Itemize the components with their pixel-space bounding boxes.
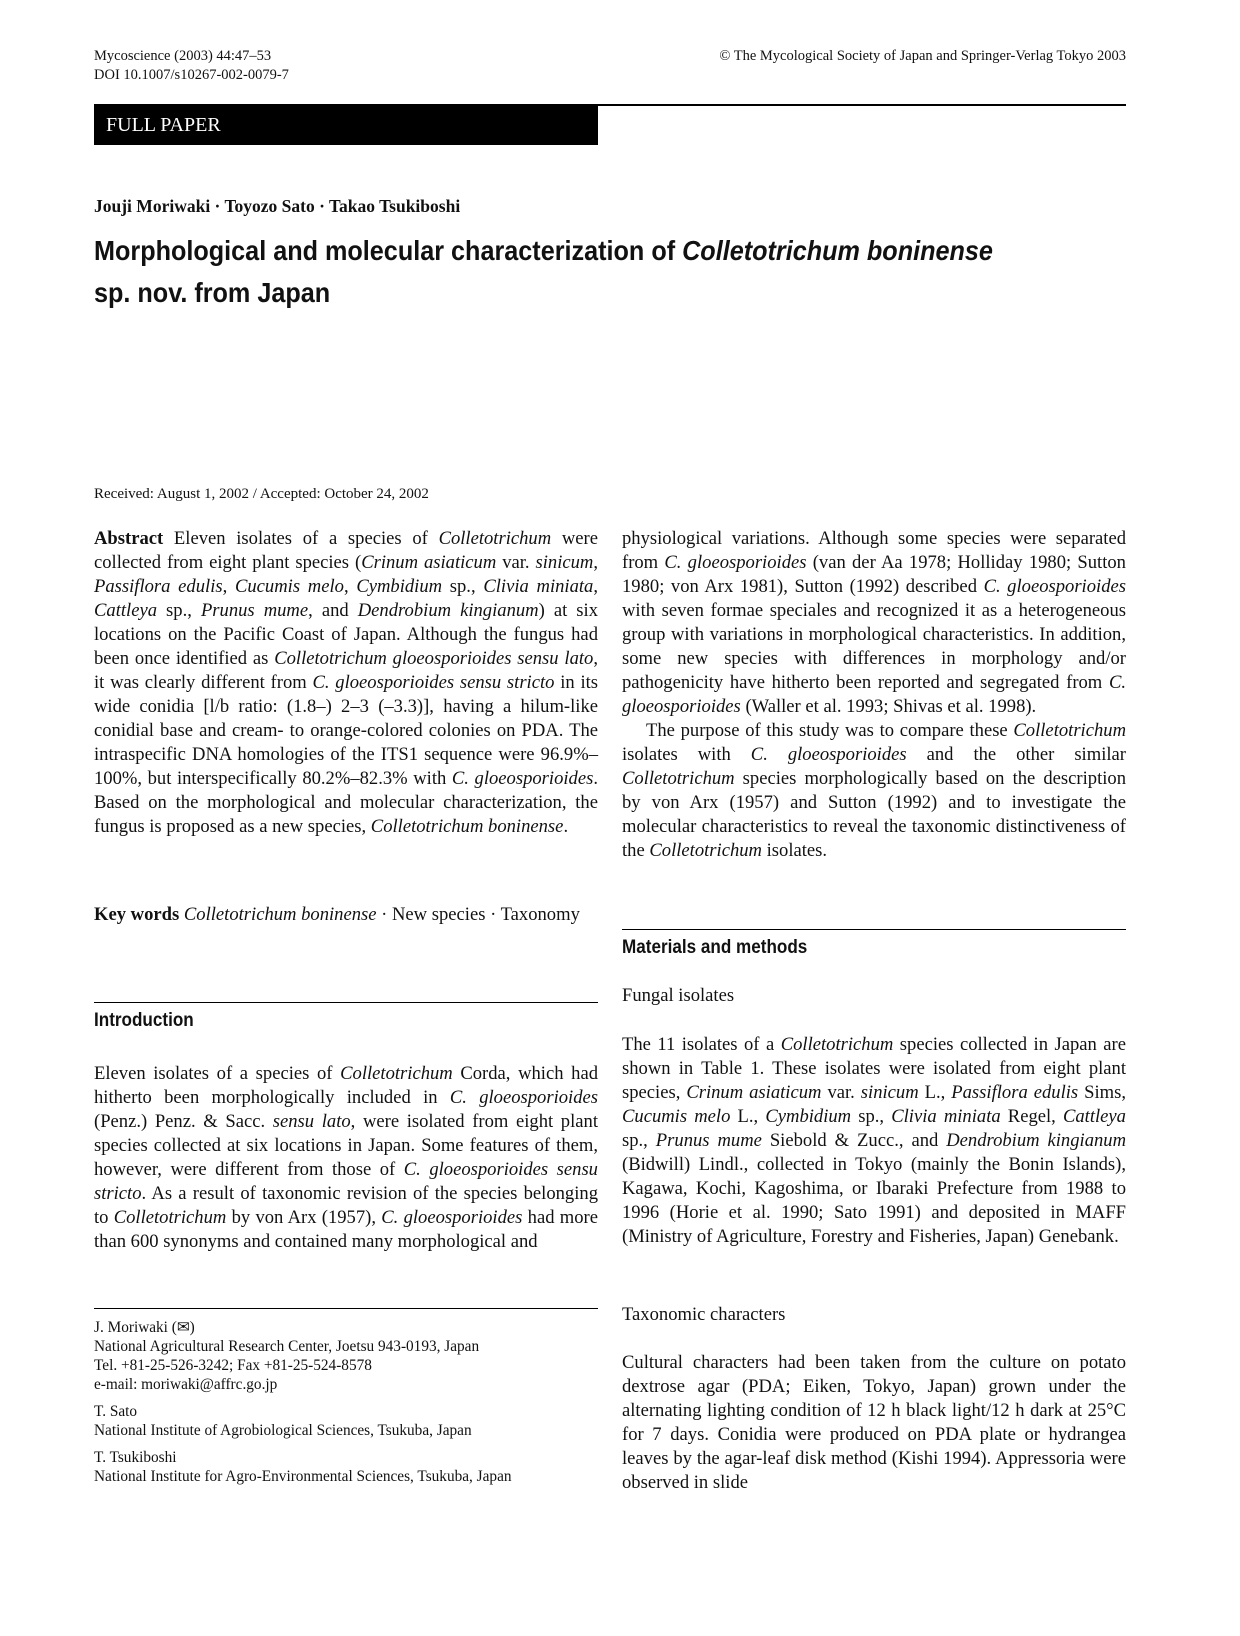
italic-text: C. gloeosporioides sensu stricto	[312, 672, 555, 693]
doi: DOI 10.1007/s10267-002-0079-7	[94, 67, 289, 83]
taxonomic-characters-paragraph	[622, 1351, 1126, 1495]
italic-text: C. gloeosporioides	[381, 1207, 523, 1228]
italic-text: C. gloeosporioides	[622, 672, 1126, 717]
subsection-fungal-isolates: Fungal isolates	[622, 985, 735, 1006]
italic-text: Cattleya	[94, 600, 157, 621]
italic-text: Prunus mume	[200, 600, 309, 621]
italic-text: sinicum	[535, 552, 594, 573]
italic-text: Crinum asiaticum	[361, 552, 497, 573]
title-species: Colletotrichum boninense	[682, 235, 993, 266]
text-run: isolates.	[761, 840, 828, 861]
italic-text: Cymbidium	[765, 1106, 852, 1127]
italic-text: Colletotrichum	[113, 1207, 227, 1228]
title-part-1: Morphological and molecular characterization of	[94, 235, 683, 266]
text-run: Cultural characters had been taken from the culture on potato dextrose agar (PDA; Eiken, Tokyo, Japan) grown under the alternating lighting condition of 12 h black light/12 h dark at 25°C for 7 days. Conidia were produced on PDA plate or hydrangea leaves by the agar-leaf disk method (Kishi 1994). Appressoria were observed in slide	[622, 1352, 1126, 1493]
text-run: , and	[308, 600, 358, 621]
text-run: Regel,	[1000, 1106, 1063, 1127]
italic-text: C. gloeosporioides	[750, 744, 907, 765]
keywords-label: Key words	[94, 904, 180, 925]
text-run: sp.,	[851, 1106, 892, 1127]
article-title	[94, 230, 1030, 314]
text-run: were collected from eight plant species (	[94, 528, 599, 573]
affiliations	[94, 1318, 598, 1486]
journal-citation: Mycoscience (2003) 44:47–53	[94, 48, 272, 64]
abstract-label: Abstract	[94, 528, 164, 549]
text-run: species morphologically based on the description by von Arx (1957) and Sutton (1992) and to investigate the molecular characteristics to reveal the taxonomic distinctiveness of the	[622, 768, 1126, 861]
text-run: Eleven isolates of a species of	[163, 528, 439, 549]
text-run: Corda, which had hitherto been morphologically included in	[94, 1063, 598, 1108]
affiliation-entry	[94, 1402, 598, 1440]
keywords-body	[179, 904, 580, 925]
text-run: species collected in Japan are shown in Table 1. These isolates were isolated from eight plant species,	[622, 1034, 1126, 1103]
text-run: The 11 isolates of a	[622, 1034, 781, 1055]
text-run: (van der Aa 1978; Holliday 1980; Sutton 1980; von Arx 1981), Sutton (1992) described	[622, 552, 1126, 597]
italic-text: sinicum	[860, 1082, 919, 1103]
affiliation-author: T. Tsukiboshi	[94, 1449, 177, 1466]
italic-text: Colletotrichum	[622, 768, 735, 789]
text-run: L.,	[918, 1082, 952, 1103]
italic-text: Prunus mume	[655, 1130, 762, 1151]
affiliation-entry	[94, 1318, 598, 1394]
text-run: L.,	[730, 1106, 766, 1127]
italic-text: Colletotrichum	[649, 840, 762, 861]
text-run: .	[563, 816, 569, 837]
taxonomic-characters-text	[622, 1351, 1126, 1495]
italic-text: Crinum asiaticum	[686, 1082, 822, 1103]
article-type-label: FULL PAPER	[106, 114, 221, 136]
italic-text: Passiflora edulis	[94, 576, 223, 597]
text-run: ,	[222, 576, 235, 597]
materials-methods-heading: Materials and methods	[622, 937, 808, 958]
italic-text: Colletotrichum	[780, 1034, 894, 1055]
italic-text: C. gloeosporioides	[664, 552, 807, 573]
italic-text: Colletotrichum boninense	[370, 816, 564, 837]
text-run: . Based on the morphological and molecular characterization, the fungus is proposed as a new species,	[94, 768, 598, 837]
italic-text: Clivia miniata	[891, 1106, 1001, 1127]
abstract-body	[94, 528, 598, 837]
intro-continued-paragraph-2	[622, 719, 1126, 863]
text-run: (Penz.) Penz. & Sacc.	[94, 1111, 273, 1132]
text-run: var.	[496, 552, 536, 573]
text-run: Sims,	[1078, 1082, 1126, 1103]
italic-text: Colletotrichum boninense	[183, 904, 377, 925]
abstract	[94, 527, 598, 839]
italic-text: C. gloeosporioides	[449, 1087, 598, 1108]
text-run: with seven formae speciales and recognized it as a heterogeneous group with variations in morphological characteristics. In addition, some new species with differences in morphology and/or pathogenicity have hitherto been reported and segregated from	[622, 600, 1126, 693]
text-run: (Bidwill) Lindl., collected in Tokyo (mainly the Bonin Islands), Kagawa, Kochi, Kagoshima, or Ibaraki Prefecture from 1988 to 1996 (Horie et al. 1990; Sato 1991) and deposited in MAFF (Ministry of Agriculture, Forestry and Fisheries, Japan) Genebank.	[622, 1154, 1126, 1247]
italic-text: Cucumis melo	[622, 1106, 731, 1127]
italic-text: C. gloeosporioides	[451, 768, 594, 789]
text-run: in its wide conidia [l/b ratio: (1.8–) 2–3 (–3.3)], having a hilum-like conidial base and cream- to orange-colored colonies on PDA. The intraspecific DNA homologies of the ITS1 sequence were 96.9%–100%, but interspecifically 80.2%–82.3% with	[94, 672, 599, 789]
text-run: Eleven isolates of a species of	[94, 1063, 341, 1084]
text-run: sp.,	[442, 576, 484, 597]
article-type-band	[94, 104, 598, 145]
affiliation-line: National Institute of Agrobiological Sciences, Tsukuba, Japan	[94, 1422, 472, 1439]
header-rule	[598, 104, 1126, 106]
italic-text: Passiflora edulis	[951, 1082, 1079, 1103]
affiliation-entry	[94, 1448, 598, 1486]
text-run: physiological variations. Although some species were separated from	[622, 528, 1126, 573]
introduction-continued	[622, 527, 1126, 863]
italic-text: Clivia miniata	[483, 576, 594, 597]
text-run: . As a result of taxonomic revision of the species belonging to	[94, 1183, 598, 1228]
italic-text: C. gloeosporioides sensu stricto	[94, 1159, 598, 1204]
italic-text: sensu lato	[272, 1111, 351, 1132]
fungal-isolates-text	[622, 1033, 1126, 1249]
affiliation-line: e-mail: moriwaki@affrc.go.jp	[94, 1376, 278, 1393]
intro-continued-paragraph-1	[622, 527, 1126, 719]
affiliation-author: J. Moriwaki (✉)	[94, 1319, 195, 1336]
text-run: The purpose of this study was to compare these	[646, 720, 1014, 741]
text-run: ,	[343, 576, 357, 597]
introduction-paragraph	[94, 1062, 598, 1254]
text-run: and the other similar	[906, 744, 1126, 765]
text-run: ,	[593, 576, 598, 597]
italic-text: Colletotrichum	[340, 1063, 453, 1084]
text-run: (Waller et al. 1993; Shivas et al. 1998).	[740, 696, 1037, 717]
italic-text: Dendrobium kingianum	[946, 1130, 1127, 1151]
text-run: by von Arx (1957),	[226, 1207, 382, 1228]
author-list: Jouji Moriwaki · Toyozo Sato · Takao Tsukiboshi	[94, 196, 461, 216]
text-run: , it was clearly different from	[94, 648, 598, 693]
italic-text: Cymbidium	[356, 576, 443, 597]
copyright-notice: © The Mycological Society of Japan and Springer-Verlag Tokyo 2003	[719, 48, 1126, 64]
italic-text: Dendrobium kingianum	[357, 600, 539, 621]
section-rule-materials	[622, 929, 1126, 930]
subsection-taxonomic-characters: Taxonomic characters	[622, 1304, 786, 1325]
italic-text: Colletotrichum	[438, 528, 552, 549]
section-rule-introduction	[94, 1002, 598, 1003]
title-part-3: sp. nov. from Japan	[94, 277, 331, 308]
text-run: had more than 600 synonyms and contained many morphological and	[94, 1207, 598, 1252]
received-dates: Received: August 1, 2002 / Accepted: October 24, 2002	[94, 486, 429, 502]
text-run: , were isolated from eight plant species collected at six locations in Japan. Some features of them, however, were different from those of	[94, 1111, 598, 1180]
italic-text: C. gloeosporioides	[983, 576, 1126, 597]
introduction-text	[94, 1062, 598, 1254]
introduction-heading: Introduction	[94, 1010, 194, 1031]
affiliation-line: National Institute for Agro-Environmental Sciences, Tsukuba, Japan	[94, 1468, 512, 1485]
affiliation-line: Tel. +81-25-526-3242; Fax +81-25-524-8578	[94, 1357, 372, 1374]
text-run: sp.,	[622, 1130, 656, 1151]
text-run: ) at six locations on the Pacific Coast of Japan. Although the fungus had been once identified as	[94, 600, 599, 669]
text-run: · New species · Taxonomy	[376, 904, 580, 925]
affiliation-line: National Agricultural Research Center, Joetsu 943-0193, Japan	[94, 1338, 480, 1355]
affiliation-author: T. Sato	[94, 1403, 138, 1420]
text-run: isolates with	[622, 744, 751, 765]
fungal-isolates-paragraph	[622, 1033, 1126, 1249]
text-run: Siebold & Zucc., and	[761, 1130, 947, 1151]
affiliation-rule	[94, 1308, 598, 1309]
text-run: var.	[821, 1082, 861, 1103]
italic-text: Cucumis melo	[234, 576, 344, 597]
keywords	[94, 903, 598, 927]
italic-text: Colletotrichum gloeosporioides sensu lato	[274, 648, 594, 669]
text-run: sp.,	[157, 600, 201, 621]
italic-text: Colletotrichum	[1013, 720, 1126, 741]
text-run: ,	[593, 552, 599, 573]
italic-text: Cattleya	[1062, 1106, 1126, 1127]
